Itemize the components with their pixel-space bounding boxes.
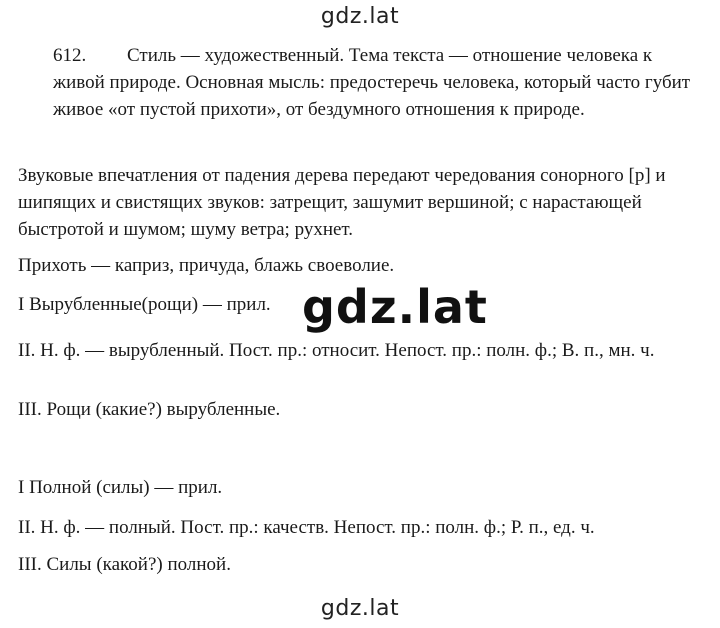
paragraph-whim-definition: Прихоть — каприз, причуда, блажь своеволие.: [18, 255, 395, 276]
exercise-612: [53, 42, 703, 123]
watermark-top: gdz.lat: [320, 4, 400, 29]
watermark-middle: gdz.lat: [302, 280, 488, 334]
watermark-bottom: gdz.lat: [320, 596, 400, 621]
exercise-text: Стиль — художественный. Тема текста — отношение человека к живой природе. Основная мысль: предостеречь человека, который часто губит живое «от пустой прихоти», от бездумного отношения к природе.: [53, 45, 691, 120]
parse-a-line-2: II. Н. ф. — вырубленный. Пост. пр.: относит. Непост. пр.: полн. ф.; В. п., мн. ч.: [18, 340, 655, 361]
parse-b-line-3: III. Силы (какой?) полной.: [18, 554, 231, 575]
exercise-number: 612.: [53, 45, 87, 66]
parse-a-line-1: I Вырубленные(рощи) — прил.: [18, 294, 271, 315]
parse-b-line-2: II. Н. ф. — полный. Пост. пр.: качеств. Непост. пр.: полн. ф.; Р. п., ед. ч.: [18, 517, 595, 538]
paragraph-sounds: Звуковые впечатления от падения дерева передают чередования сонорного [р] и шипящих и свистящих звуков: затрещит, зашумит вершиной; с нарастающей быстротой и шумом; шуму ветра; рухнет.: [18, 165, 666, 240]
parse-a-line-3: III. Рощи (какие?) вырубленные.: [18, 399, 281, 420]
parse-b-line-1: I Полной (силы) — прил.: [18, 477, 223, 498]
